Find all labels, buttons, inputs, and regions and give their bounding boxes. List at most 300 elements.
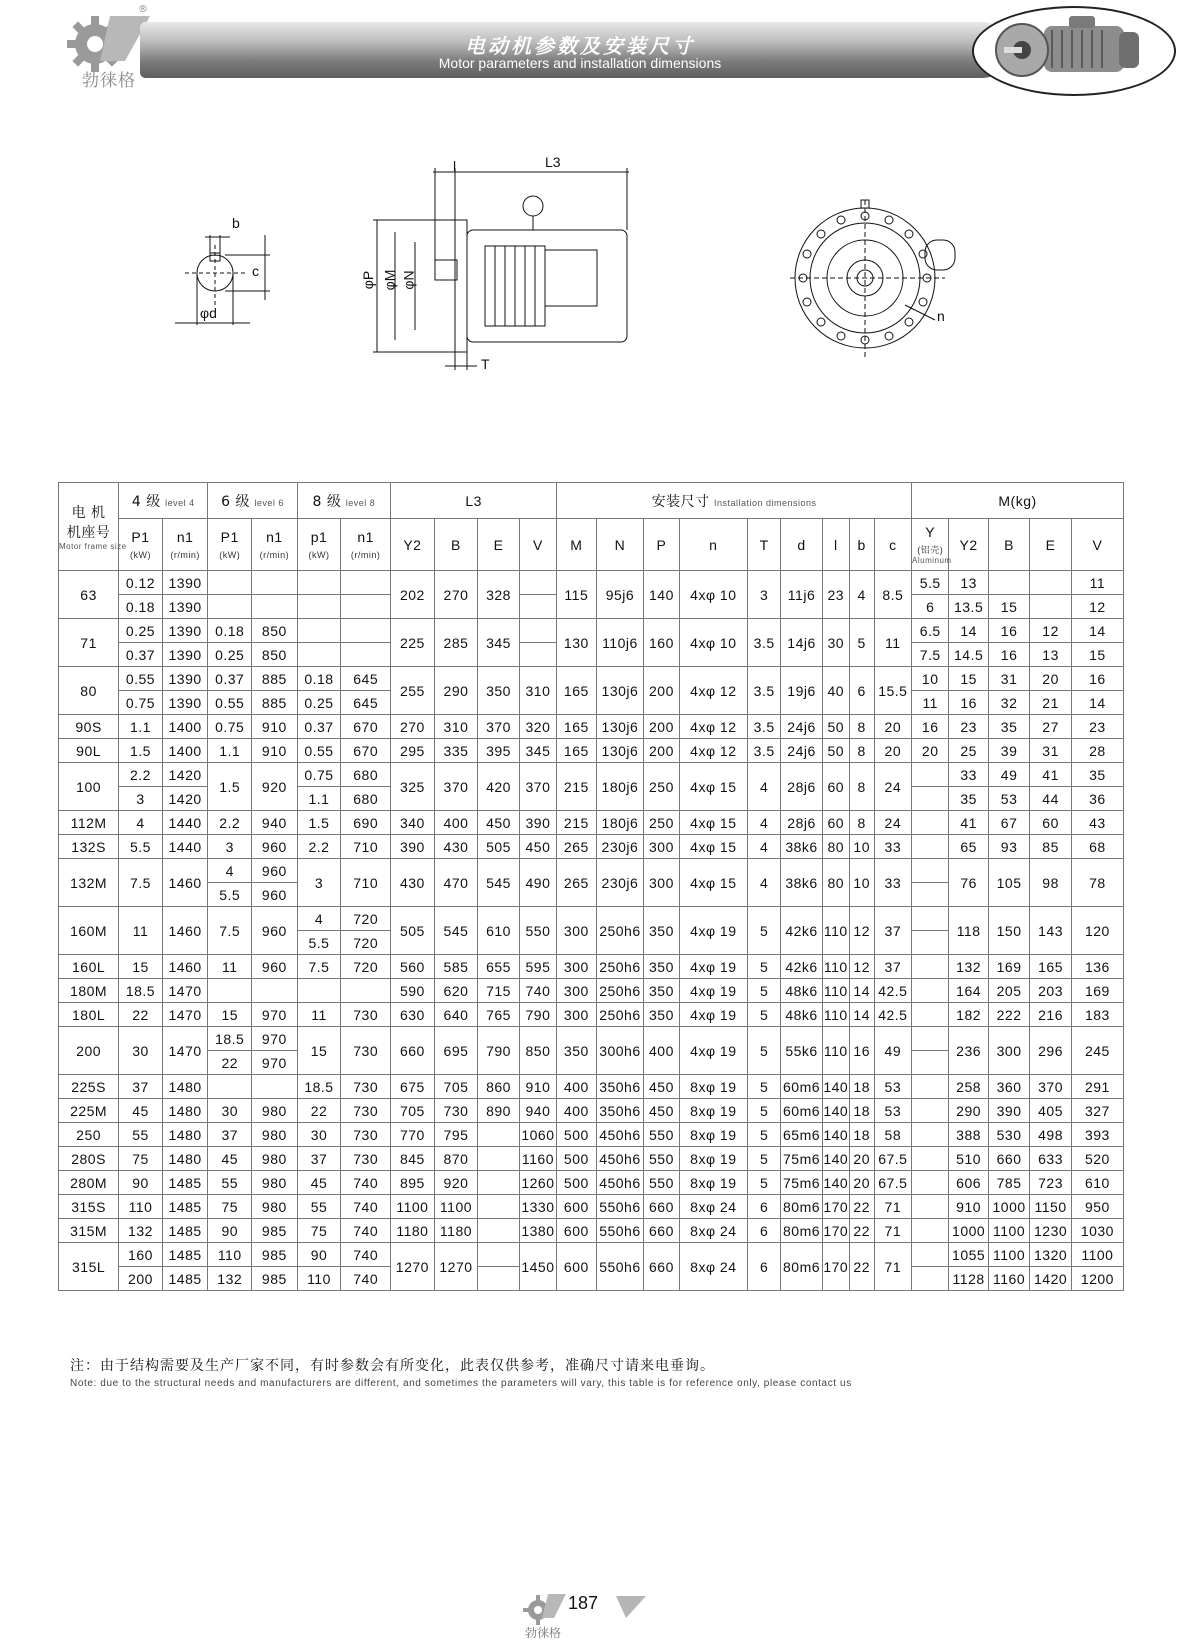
cell-p1-4: 7.5 — [119, 859, 163, 907]
cell-b: 12 — [849, 907, 874, 955]
cell-p1-8: 11 — [297, 1003, 341, 1027]
cell-m: 215 — [557, 763, 596, 811]
cell-p1-4: 132 — [119, 1219, 163, 1243]
cell-mass-e: 296 — [1030, 1027, 1072, 1075]
cell-n1-4: 1485 — [162, 1219, 208, 1243]
table-row — [59, 1075, 1124, 1099]
cell-l3-y2: 845 — [391, 1147, 435, 1171]
cell-mass-e: 633 — [1030, 1147, 1072, 1171]
cell-n1-6: 980 — [252, 1123, 298, 1147]
cell-l3-b: 695 — [434, 1027, 478, 1075]
cell-n-upper: 350h6 — [596, 1099, 644, 1123]
cell-n-upper: 130j6 — [596, 739, 644, 763]
cell-m: 400 — [557, 1099, 596, 1123]
cell-mass-v: 23 — [1071, 715, 1123, 739]
cell-n1-4: 1390 — [162, 643, 208, 667]
header-level8-en: level 8 — [345, 497, 376, 508]
cell-mass-b: 93 — [988, 835, 1030, 859]
dim-label-phi-d: φd — [200, 305, 217, 321]
header-p1-6-label: P1 — [220, 528, 239, 545]
cell-n-lower: 8xφ 19 — [679, 1099, 747, 1123]
cell-p: 660 — [644, 1195, 679, 1219]
cell-p1-6: 45 — [208, 1147, 252, 1171]
cell-p: 250 — [644, 811, 679, 835]
cell-m: 400 — [557, 1075, 596, 1099]
cell-c: 24 — [874, 811, 911, 835]
cell-n1-4: 1480 — [162, 1099, 208, 1123]
cell-l3-y2: 660 — [391, 1027, 435, 1075]
cell-m: 165 — [557, 715, 596, 739]
cell-l: 170 — [822, 1195, 849, 1219]
cell-l3-b: 870 — [434, 1147, 478, 1171]
dim-label-L3: L3 — [545, 154, 561, 170]
header-install-en: Installation dimensions — [713, 497, 817, 508]
cell-n-lower: 4xφ 19 — [679, 1027, 747, 1075]
cell-l3-v: 390 — [519, 811, 556, 835]
cell-l: 110 — [822, 1003, 849, 1027]
cell-l: 170 — [822, 1219, 849, 1243]
cell-frame: 315M — [59, 1219, 119, 1243]
cell-n1-6: 985 — [252, 1267, 298, 1291]
cell-frame: 225M — [59, 1099, 119, 1123]
cell-p1-8: 37 — [297, 1147, 341, 1171]
table-row — [59, 715, 1124, 739]
cell-n-lower: 8xφ 24 — [679, 1219, 747, 1243]
cell-frame: 63 — [59, 571, 119, 619]
note-en: Note: due to the structural needs and manufacturers are different, and sometimes the parameters will vary, this table is for reference only, please contact us — [70, 1378, 852, 1389]
header-mass-y-en: Aluminum — [912, 556, 952, 565]
table-row — [59, 1099, 1124, 1123]
header-install-cn: 安装尺寸 — [651, 493, 710, 510]
header-n1-6 — [252, 519, 298, 571]
cell-l3-b: 920 — [434, 1171, 478, 1195]
cell-p1-4: 37 — [119, 1075, 163, 1099]
header-frame — [59, 483, 127, 571]
cell-mass-y — [912, 1171, 949, 1195]
cell-p1-6: 15 — [208, 1003, 252, 1027]
cell-l3-b: 730 — [434, 1099, 478, 1123]
cell-mass-y — [912, 1219, 949, 1243]
cell-mass-v: 35 — [1071, 763, 1123, 787]
cell-mass-v: 16 — [1071, 667, 1123, 691]
note-cn: 注：由于结构需要及生产厂家不同，有时参数会有所变化，此表仅供参考，准确尺寸请来电垂询。 — [70, 1358, 715, 1374]
cell-t: 3.5 — [748, 667, 781, 715]
table-row — [59, 571, 1124, 595]
cell-mass-y — [912, 979, 949, 1003]
cell-b: 8 — [849, 811, 874, 835]
cell-n-upper: 350h6 — [596, 1075, 644, 1099]
cell-p1-6: 4 — [208, 859, 252, 883]
cell-p1-4: 45 — [119, 1099, 163, 1123]
header-p1-8 — [297, 519, 341, 571]
header-m: M — [557, 519, 596, 571]
cell-t: 6 — [748, 1195, 781, 1219]
cell-n1-8: 670 — [341, 739, 391, 763]
cell-b: 22 — [849, 1243, 874, 1291]
cell-n-upper: 300h6 — [596, 1027, 644, 1075]
cell-mass-b: 49 — [988, 763, 1030, 787]
cell-p1-8: 5.5 — [297, 931, 341, 955]
cell-b: 8 — [849, 763, 874, 811]
cell-b: 8 — [849, 715, 874, 739]
cell-n1-4: 1390 — [162, 595, 208, 619]
cell-mass-y2: 15 — [949, 667, 988, 691]
cell-m: 215 — [557, 811, 596, 835]
cell-d: 48k6 — [781, 1003, 823, 1027]
cell-mass-e: 216 — [1030, 1003, 1072, 1027]
table-row — [59, 907, 1124, 931]
cell-l3-v: 450 — [519, 835, 556, 859]
table-row — [59, 1219, 1124, 1243]
cell-mass-y2: 182 — [949, 1003, 988, 1027]
cell-p1-6: 37 — [208, 1123, 252, 1147]
header-d: d — [781, 519, 823, 571]
cell-l3-v — [519, 619, 556, 643]
cell-mass-b: 390 — [988, 1099, 1030, 1123]
cell-c: 20 — [874, 715, 911, 739]
page-title-cn: 电动机参数及安装尺寸 — [465, 34, 695, 58]
cell-mass-b: 53 — [988, 787, 1030, 811]
cell-mass-y2: 118 — [949, 907, 988, 955]
cell-l: 110 — [822, 955, 849, 979]
cell-p1-4: 0.25 — [119, 619, 163, 643]
cell-n-upper: 230j6 — [596, 859, 644, 907]
cell-t: 3.5 — [748, 739, 781, 763]
cell-mass-e: 27 — [1030, 715, 1072, 739]
header-mass-e: E — [1030, 519, 1072, 571]
cell-p1-6 — [208, 595, 252, 619]
cell-p1-6: 2.2 — [208, 811, 252, 835]
cell-l: 140 — [822, 1123, 849, 1147]
cell-mass-y2: 33 — [949, 763, 988, 787]
header-l3-e: E — [478, 519, 520, 571]
cell-mass-b: 300 — [988, 1027, 1030, 1075]
cell-b: 18 — [849, 1075, 874, 1099]
cell-n-upper: 230j6 — [596, 835, 644, 859]
cell-p1-8: 55 — [297, 1195, 341, 1219]
cell-n-lower: 4xφ 19 — [679, 907, 747, 955]
cell-p1-8: 0.75 — [297, 763, 341, 787]
cell-l3-y2: 325 — [391, 763, 435, 811]
cell-b: 14 — [849, 979, 874, 1003]
cell-p1-6: 0.55 — [208, 691, 252, 715]
cell-mass-b: 15 — [988, 595, 1030, 619]
cell-l3-y2: 1270 — [391, 1243, 435, 1291]
cell-p1-6: 0.25 — [208, 643, 252, 667]
cell-mass-b: 205 — [988, 979, 1030, 1003]
cell-mass-v: 950 — [1071, 1195, 1123, 1219]
cell-l3-e: 350 — [478, 667, 520, 715]
cell-d: 55k6 — [781, 1027, 823, 1075]
cell-p1-8: 22 — [297, 1099, 341, 1123]
cell-l3-b: 290 — [434, 667, 478, 715]
cell-mass-b: 105 — [988, 859, 1030, 907]
header-mass: M(kg) — [912, 483, 1124, 519]
cell-n-upper: 450h6 — [596, 1123, 644, 1147]
cell-mass-b: 785 — [988, 1171, 1030, 1195]
header-n1-4-unit: (r/min) — [170, 549, 200, 560]
cell-n1-8: 740 — [341, 1219, 391, 1243]
cell-l3-y2: 390 — [391, 835, 435, 859]
cell-p1-8 — [297, 595, 341, 619]
cell-c: 20 — [874, 739, 911, 763]
cell-mass-b: 360 — [988, 1075, 1030, 1099]
cell-mass-b: 32 — [988, 691, 1030, 715]
cell-n1-4: 1470 — [162, 1003, 208, 1027]
cell-n-lower: 4xφ 12 — [679, 739, 747, 763]
cell-p: 250 — [644, 763, 679, 811]
cell-c: 71 — [874, 1195, 911, 1219]
cell-n1-4: 1485 — [162, 1267, 208, 1291]
cell-p: 300 — [644, 859, 679, 907]
dim-label-phi-M: φM — [381, 269, 398, 291]
cell-mass-y — [912, 859, 949, 883]
cell-p1-8: 4 — [297, 907, 341, 931]
cell-t: 3.5 — [748, 715, 781, 739]
cell-c: 58 — [874, 1123, 911, 1147]
cell-l3-v: 910 — [519, 1075, 556, 1099]
header-n1-6-label: n1 — [266, 528, 283, 545]
cell-p1-8: 7.5 — [297, 955, 341, 979]
cell-frame: 90L — [59, 739, 119, 763]
cell-mass-y — [912, 1051, 949, 1075]
cell-m: 300 — [557, 1003, 596, 1027]
cell-m: 265 — [557, 859, 596, 907]
cell-t: 4 — [748, 859, 781, 907]
cell-n-lower: 8xφ 24 — [679, 1195, 747, 1219]
cell-c: 33 — [874, 859, 911, 907]
cell-m: 300 — [557, 907, 596, 955]
cell-n1-6: 885 — [252, 667, 298, 691]
header-b: b — [849, 519, 874, 571]
cell-mass-v: 15 — [1071, 643, 1123, 667]
cell-mass-y2: 13 — [949, 571, 988, 595]
cell-l3-b: 1270 — [434, 1243, 478, 1291]
cell-mass-y2: 606 — [949, 1171, 988, 1195]
cell-n1-8 — [341, 571, 391, 595]
cell-t: 5 — [748, 1075, 781, 1099]
dim-label-b: b — [232, 215, 240, 231]
cell-p1-6: 132 — [208, 1267, 252, 1291]
header-p1-4-unit: (kW) — [129, 549, 151, 560]
cell-l3-b: 370 — [434, 763, 478, 811]
cell-mass-y — [912, 1099, 949, 1123]
cell-d: 28j6 — [781, 811, 823, 835]
header-n1-8 — [341, 519, 391, 571]
cell-n-upper: 250h6 — [596, 955, 644, 979]
cell-mass-y — [912, 931, 949, 955]
cell-d: 60m6 — [781, 1075, 823, 1099]
header-l: l — [822, 519, 849, 571]
cell-l3-b: 795 — [434, 1123, 478, 1147]
cell-p1-8 — [297, 571, 341, 595]
cell-n-lower: 4xφ 12 — [679, 715, 747, 739]
cell-c: 15.5 — [874, 667, 911, 715]
cell-t: 5 — [748, 1027, 781, 1075]
cell-b: 10 — [849, 835, 874, 859]
cell-n1-6: 885 — [252, 691, 298, 715]
table-row — [59, 1243, 1124, 1267]
cell-mass-y: 20 — [912, 739, 949, 763]
cell-p: 160 — [644, 619, 679, 667]
cell-l3-y2: 770 — [391, 1123, 435, 1147]
cell-l3-v: 740 — [519, 979, 556, 1003]
cell-mass-e: 370 — [1030, 1075, 1072, 1099]
cell-l3-e: 345 — [478, 619, 520, 667]
cell-l3-v: 1330 — [519, 1195, 556, 1219]
header-level4-cn: 4 级 — [131, 493, 161, 510]
cell-n1-6 — [252, 595, 298, 619]
cell-mass-b: 660 — [988, 1147, 1030, 1171]
cell-l3-e: 715 — [478, 979, 520, 1003]
cell-b: 5 — [849, 619, 874, 667]
cell-n-lower: 8xφ 24 — [679, 1243, 747, 1291]
cell-mass-b — [988, 571, 1030, 595]
table-row — [59, 619, 1124, 643]
cell-mass-e — [1030, 595, 1072, 619]
cell-l3-e: 545 — [478, 859, 520, 907]
registered-mark: ® — [138, 4, 148, 15]
cell-mass-b: 1100 — [988, 1219, 1030, 1243]
cell-l3-v — [519, 643, 556, 667]
cell-p1-4: 90 — [119, 1171, 163, 1195]
cell-l: 40 — [822, 667, 849, 715]
cell-n1-4: 1470 — [162, 979, 208, 1003]
cell-mass-y2: 41 — [949, 811, 988, 835]
cell-l3-b: 430 — [434, 835, 478, 859]
table-body — [59, 571, 1124, 1291]
cell-p1-4: 0.55 — [119, 667, 163, 691]
cell-n-upper: 450h6 — [596, 1171, 644, 1195]
cell-mass-y — [912, 1075, 949, 1099]
cell-l3-v: 790 — [519, 1003, 556, 1027]
cell-p1-8: 3 — [297, 859, 341, 907]
cell-d: 19j6 — [781, 667, 823, 715]
cell-n-upper: 130j6 — [596, 715, 644, 739]
cell-n1-6: 985 — [252, 1243, 298, 1267]
cell-mass-y2: 1128 — [949, 1267, 988, 1291]
cell-l3-v: 595 — [519, 955, 556, 979]
cell-l3-b: 1100 — [434, 1195, 478, 1219]
header-mass-y — [912, 519, 952, 571]
cell-mass-b: 1160 — [988, 1267, 1030, 1291]
cell-mass-y2: 14.5 — [949, 643, 988, 667]
cell-mass-y: 16 — [912, 715, 949, 739]
cell-mass-y — [912, 763, 949, 787]
cell-mass-b: 1100 — [988, 1243, 1030, 1267]
cell-b: 22 — [849, 1195, 874, 1219]
cell-l3-b: 470 — [434, 859, 478, 907]
cell-p1-8: 0.25 — [297, 691, 341, 715]
table-row — [59, 739, 1124, 763]
header-n-lower: n — [679, 519, 747, 571]
cell-n-lower: 8xφ 19 — [679, 1171, 747, 1195]
cell-l3-v: 940 — [519, 1099, 556, 1123]
cell-l3-e: 450 — [478, 811, 520, 835]
cell-mass-v: 1200 — [1071, 1267, 1123, 1291]
cell-mass-b: 1000 — [988, 1195, 1030, 1219]
cell-p: 300 — [644, 835, 679, 859]
cell-l3-v: 550 — [519, 907, 556, 955]
cell-l3-v: 490 — [519, 859, 556, 907]
dim-label-n: n — [937, 308, 945, 324]
cell-p: 200 — [644, 739, 679, 763]
cell-mass-y — [912, 787, 949, 811]
cell-frame: 160L — [59, 955, 119, 979]
cell-n1-4: 1390 — [162, 619, 208, 643]
cell-n-upper: 250h6 — [596, 907, 644, 955]
table-row — [59, 667, 1124, 691]
cell-mass-e: 44 — [1030, 787, 1072, 811]
cell-n-lower: 4xφ 12 — [679, 667, 747, 715]
cell-d: 65m6 — [781, 1123, 823, 1147]
cell-frame: 280S — [59, 1147, 119, 1171]
cell-n1-8: 730 — [341, 1123, 391, 1147]
cell-p: 660 — [644, 1243, 679, 1291]
cell-l3-e — [478, 1267, 520, 1291]
cell-b: 12 — [849, 955, 874, 979]
cell-frame: 180L — [59, 1003, 119, 1027]
cell-mass-v: 11 — [1071, 571, 1123, 595]
footer-brand-name: 勃徕格 — [525, 1626, 562, 1640]
cell-mass-e: 85 — [1030, 835, 1072, 859]
cell-mass-y2: 25 — [949, 739, 988, 763]
cell-mass-b: 31 — [988, 667, 1030, 691]
cell-d: 28j6 — [781, 763, 823, 811]
cell-n-upper: 180j6 — [596, 811, 644, 835]
cell-d: 75m6 — [781, 1147, 823, 1171]
cell-c: 37 — [874, 955, 911, 979]
cell-mass-v: 120 — [1071, 907, 1123, 955]
dim-label-T: T — [481, 356, 490, 372]
cell-mass-v: 327 — [1071, 1099, 1123, 1123]
cell-mass-v: 245 — [1071, 1027, 1123, 1075]
cell-frame: 112M — [59, 811, 119, 835]
cell-c: 24 — [874, 763, 911, 811]
cell-p1-4: 0.75 — [119, 691, 163, 715]
cell-p: 550 — [644, 1147, 679, 1171]
cell-mass-e: 1420 — [1030, 1267, 1072, 1291]
cell-p1-4: 200 — [119, 1267, 163, 1291]
cell-p1-6: 0.37 — [208, 667, 252, 691]
cell-n1-8: 645 — [341, 667, 391, 691]
cell-mass-b: 39 — [988, 739, 1030, 763]
cell-l: 140 — [822, 1075, 849, 1099]
cell-n1-8: 730 — [341, 1075, 391, 1099]
cell-p1-6: 90 — [208, 1219, 252, 1243]
cell-d: 80m6 — [781, 1243, 823, 1291]
cell-d: 38k6 — [781, 859, 823, 907]
cell-mass-b: 67 — [988, 811, 1030, 835]
cell-n1-6: 940 — [252, 811, 298, 835]
cell-n-upper: 450h6 — [596, 1147, 644, 1171]
cell-p1-4: 55 — [119, 1123, 163, 1147]
cell-n1-8: 730 — [341, 1003, 391, 1027]
cell-c: 71 — [874, 1219, 911, 1243]
cell-mass-v: 136 — [1071, 955, 1123, 979]
cell-n1-6: 960 — [252, 835, 298, 859]
cell-n-lower: 8xφ 19 — [679, 1075, 747, 1099]
cell-l3-y2: 430 — [391, 859, 435, 907]
cell-mass-v: 36 — [1071, 787, 1123, 811]
cell-mass-b: 169 — [988, 955, 1030, 979]
cell-n1-6: 970 — [252, 1051, 298, 1075]
cell-p1-6: 110 — [208, 1243, 252, 1267]
cell-frame: 225S — [59, 1075, 119, 1099]
cell-mass-e: 41 — [1030, 763, 1072, 787]
cell-p: 550 — [644, 1123, 679, 1147]
cell-b: 18 — [849, 1123, 874, 1147]
